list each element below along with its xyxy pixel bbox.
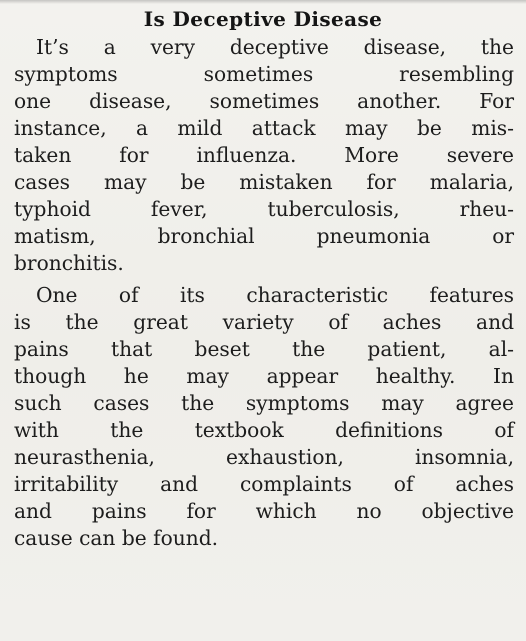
text-line: one disease, sometimes another. For	[14, 89, 514, 113]
paragraph-2	[14, 282, 514, 552]
text-line: pains that beset the patient, al-	[14, 337, 514, 361]
text-line: is the great variety of aches and	[14, 310, 514, 334]
text-line: instance, a mild attack may be mis-	[14, 116, 514, 140]
text-line: typhoid fever, tuberculosis, rheu-	[14, 197, 514, 221]
paragraph-1	[14, 34, 514, 277]
text-line: such cases the symptoms may agree	[14, 391, 514, 415]
text-line: matism, bronchial pneumonia or	[14, 224, 514, 248]
text-line: with the textbook definitions of	[14, 418, 514, 442]
text-line: cases may be mistaken for malaria,	[14, 170, 514, 194]
text-line: neurasthenia, exhaustion, insomnia,	[14, 445, 514, 469]
text-line: taken for influenza. More severe	[14, 143, 514, 167]
text-line: and pains for which no objective	[14, 499, 514, 523]
text-line: symptoms sometimes resembling	[14, 62, 514, 86]
text-line: It’s a very deceptive disease, the	[36, 35, 514, 59]
text-line: One of its characteristic features	[36, 283, 514, 307]
text-line: though he may appear healthy. In	[14, 364, 514, 388]
text-line: cause can be found.	[14, 526, 219, 550]
scan-edge-shadow	[0, 0, 526, 4]
text-line: bronchitis.	[14, 251, 124, 275]
text-line: irritability and complaints of aches	[14, 472, 514, 496]
section-heading: Is Deceptive Disease	[143, 7, 383, 31]
article-column	[14, 34, 514, 552]
